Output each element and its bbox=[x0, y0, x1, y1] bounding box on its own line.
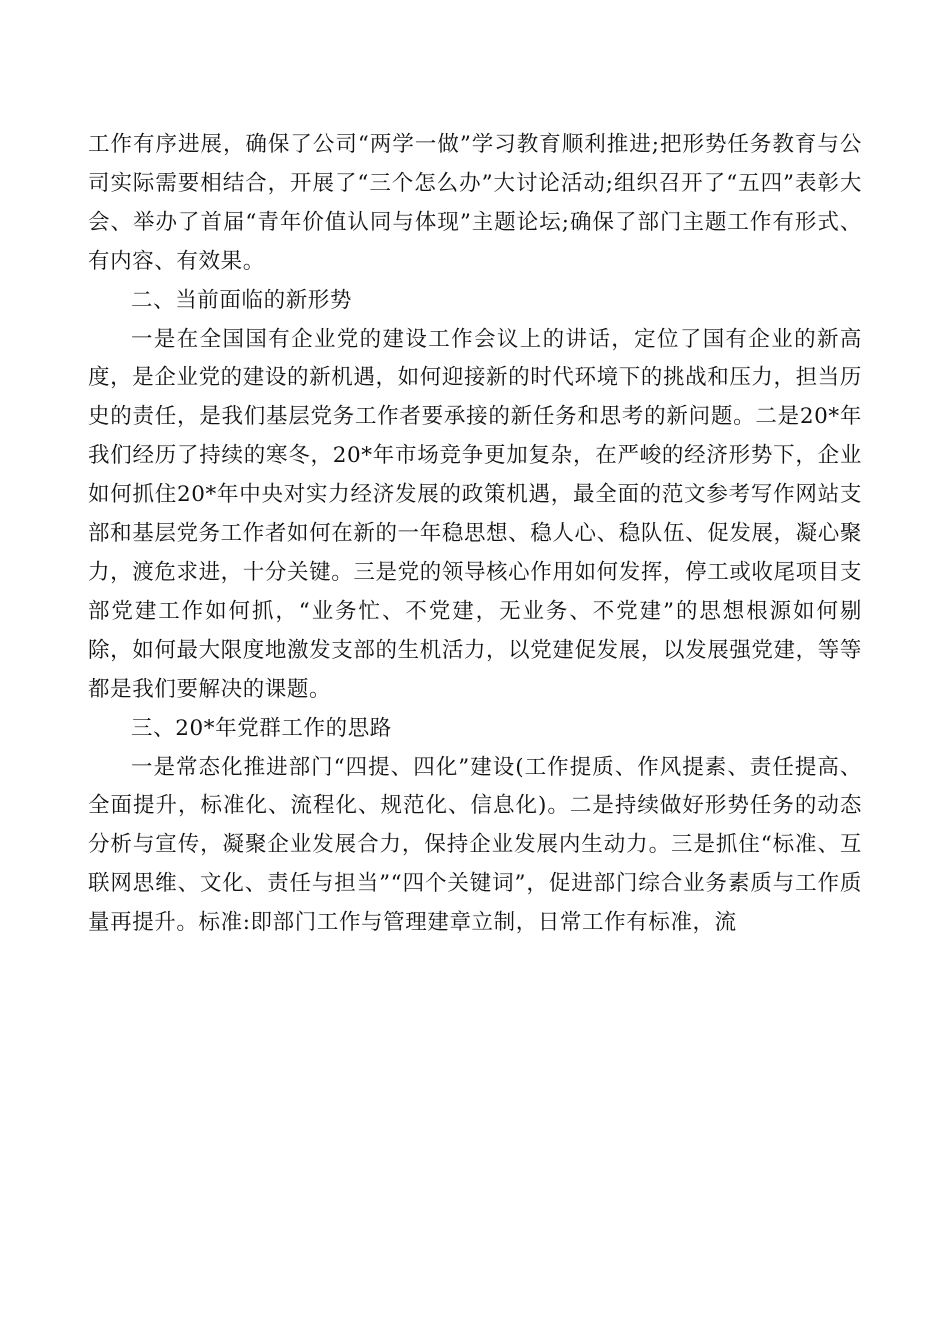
document-body bbox=[88, 126, 862, 943]
section-heading-2: 二、当前面临的新形势 bbox=[131, 287, 353, 313]
paragraph-summary: 工作有序进展，确保了公司“两学一做”学习教育顺利推进;把形势任务教育与公司实际需要相结合，开展了“三个怎么办”大讨论活动;组织召开了“五四”表彰大会、举办了首届“青年价值认同与体现”主题论坛;确保了部门主题工作有形式、有内容、有效果。 bbox=[88, 132, 862, 274]
section-heading-3: 三、20*年党群工作的思路 bbox=[131, 715, 392, 741]
paragraph-ideas: 一是常态化推进部门“四提、四化”建设(工作提质、作风提素、责任提高、全面提升，标准化、流程化、规范化、信息化)。二是持续做好形势任务的动态分析与宣传，凝聚企业发展合力，保持企业发展内生动力。三是抓住“标准、互联网思维、文化、责任与担当”“四个关键词”，促进部门综合业务素质与工作质量再提升。标准:即部门工作与管理建章立制，日常工作有标准，流 bbox=[88, 754, 862, 936]
paragraph-situation: 一是在全国国有企业党的建设工作会议上的讲话，定位了国有企业的新高度，是企业党的建设的新机遇，如何迎接新的时代环境下的挑战和压力，担当历史的责任，是我们基层党务工作者要承接的新任务和思考的新问题。二是20*年我们经历了持续的寒冬，20*年市场竞争更加复杂，在严峻的经济形势下，企业如何抓住20*年中央对实力经济发展的政策机遇，最全面的范文参考写作网站支部和基层党务工作者如何在新的一年稳思想、稳人心、稳队伍、促发展，凝心聚力，渡危求进，十分关键。三是党的领导核心作用如何发挥，停工或收尾项目支部党建工作如何抓，“业务忙、不党建，无业务、不党建”的思想根源如何剔除，如何最大限度地激发支部的生机活力，以党建促发展，以发展强党建，等等都是我们要解决的课题。 bbox=[88, 326, 862, 702]
